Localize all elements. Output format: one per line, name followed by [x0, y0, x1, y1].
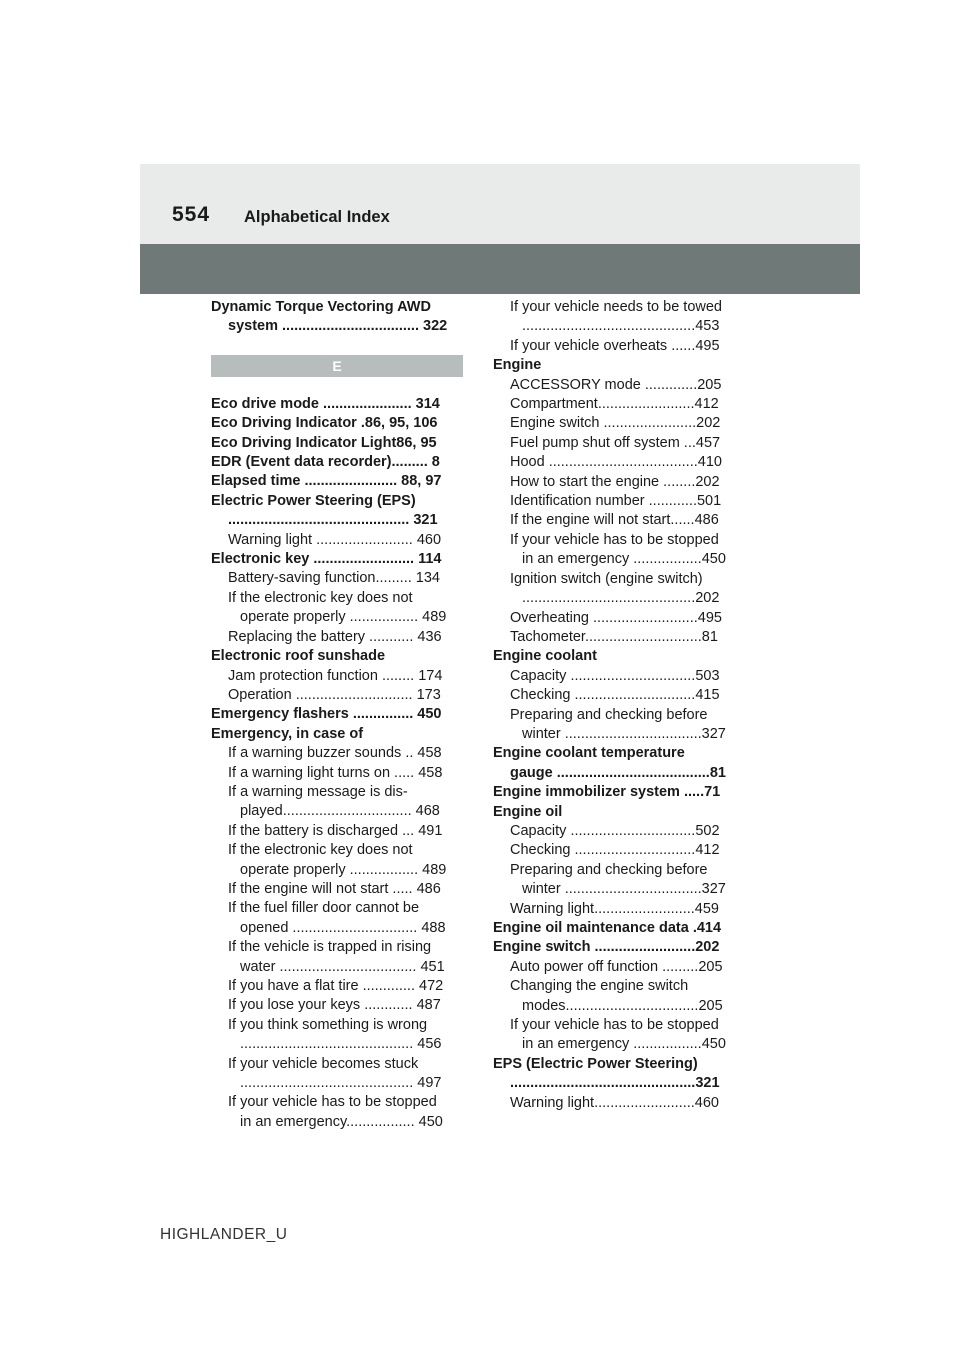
- index-subentry: If you have a flat tire ............. 472: [228, 978, 444, 994]
- index-subentry: If your vehicle has to be stopped: [510, 1017, 719, 1034]
- letter-e-entries: [211, 395, 463, 1132]
- index-subentry: If you lose your keys ............ 487: [228, 997, 441, 1014]
- pre-letter-entries: [211, 298, 463, 337]
- index-subentry: in an emergency .................450: [522, 1036, 726, 1053]
- index-subentry: in an emergency................. 450: [240, 1113, 443, 1130]
- index-subentry: ........................................... 497: [240, 1075, 442, 1092]
- index-entry: gauge ......................................81: [510, 764, 726, 781]
- header-dark-stripe: [140, 244, 860, 294]
- index-subentry: If your vehicle becomes stuck: [228, 1055, 419, 1072]
- right-entries: [493, 298, 745, 1113]
- index-subentry: If the electronic key does not: [228, 589, 413, 606]
- index-subentry: If the battery is discharged ... 491: [228, 822, 443, 839]
- index-subentry: ...........................................453: [522, 318, 720, 335]
- index-entry: Eco Driving Indicator .86, 95, 106: [211, 415, 438, 432]
- index-subentry: Auto power off function .........205: [510, 958, 723, 975]
- index-entry: Engine immobilizer system .....71: [493, 784, 721, 801]
- index-subentry: Preparing and checking before: [510, 706, 708, 723]
- index-subentry: operate properly ................. 489: [240, 861, 447, 878]
- index-subentry: How to start the engine ........202: [510, 473, 720, 490]
- index-subentry: Warning light.........................459: [510, 900, 719, 917]
- index-entry: Engine oil: [493, 803, 563, 820]
- index-subentry: Checking ..............................415: [510, 687, 720, 704]
- index-entry: EPS (Electric Power Steering): [493, 1055, 698, 1072]
- index-subentry: If the engine will not start......486: [510, 512, 719, 529]
- index-subentry: Tachometer.............................81: [510, 628, 718, 645]
- index-subentry: If the vehicle is trapped in rising: [228, 939, 432, 956]
- index-subentry: If a warning buzzer sounds .. 458: [228, 745, 442, 762]
- index-subentry: If your vehicle overheats ......495: [510, 337, 720, 354]
- index-subentry: played................................ 468: [240, 803, 440, 820]
- index-entry: system .................................. 322: [228, 318, 448, 335]
- index-subentry: If your vehicle has to be stopped: [228, 1094, 437, 1111]
- footer-model: HIGHLANDER_U: [160, 1226, 288, 1243]
- index-subentry: opened ............................... 488: [240, 919, 446, 936]
- index-subentry: Compartment........................412: [510, 396, 719, 413]
- index-entry: Emergency, in case of: [211, 725, 364, 742]
- index-entry: Electronic key ......................... 114: [211, 551, 442, 568]
- index-subentry: If a warning message is dis-: [228, 783, 408, 800]
- index-subentry: Ignition switch (engine switch): [510, 570, 703, 587]
- index-subentry: If your vehicle has to be stopped: [510, 531, 719, 548]
- index-subentry: If the engine will not start ..... 486: [228, 880, 441, 897]
- index-subentry: water .................................. 451: [240, 958, 445, 975]
- index-subentry: Engine switch .......................202: [510, 415, 721, 432]
- index-subentry: ........................................... 456: [240, 1036, 442, 1053]
- index-entry: Eco drive mode ...................... 314: [211, 395, 440, 412]
- index-entry: Engine oil maintenance data .414: [493, 920, 722, 936]
- index-entry: Engine coolant: [493, 648, 597, 665]
- index-entry: Dynamic Torque Vectoring AWD: [211, 299, 431, 315]
- index-subentry: If your vehicle needs to be towed: [510, 299, 722, 315]
- index-subentry: Capacity ...............................503: [510, 667, 720, 684]
- index-subentry: Checking ..............................412: [510, 842, 720, 859]
- index-subentry: winter ..................................327: [522, 725, 726, 742]
- index-subentry: Warning light ........................ 460: [228, 531, 442, 548]
- index-subentry: Overheating ..........................495: [510, 609, 722, 626]
- index-entry: Emergency flashers ............... 450: [211, 706, 442, 723]
- index-subentry: ACCESSORY mode .............205: [510, 376, 722, 393]
- index-subentry: operate properly ................. 489: [240, 609, 447, 626]
- index-subentry: If a warning light turns on ..... 458: [228, 764, 443, 781]
- index-entry: Engine coolant temperature: [493, 745, 685, 762]
- section-title: Alphabetical Index: [244, 208, 390, 226]
- index-entry: ..............................................321: [510, 1075, 720, 1092]
- letter-heading-e: E: [211, 355, 463, 377]
- index-subentry: ...........................................202: [522, 590, 720, 607]
- index-entry: Engine switch .........................202: [493, 939, 720, 956]
- index-subentry: Hood .....................................410: [510, 454, 722, 471]
- page-number: 554: [172, 203, 211, 226]
- index-entry: Electronic roof sunshade: [211, 648, 386, 665]
- index-subentry: Changing the engine switch: [510, 978, 689, 995]
- index-subentry: modes.................................205: [522, 997, 723, 1014]
- index-column-left: [211, 298, 463, 1132]
- index-subentry: Operation ............................. 173: [228, 686, 441, 703]
- index-subentry: Replacing the battery ........... 436: [228, 628, 442, 645]
- index-entry: Engine: [493, 357, 542, 374]
- index-subentry: Jam protection function ........ 174: [228, 667, 443, 684]
- index-entry: ............................................. 321: [228, 512, 438, 529]
- index-column-right: [493, 298, 745, 1113]
- index-subentry: If you think something is wrong: [228, 1016, 428, 1033]
- index-entry: Elapsed time ....................... 88, 97: [211, 473, 442, 490]
- index-subentry: in an emergency .................450: [522, 551, 726, 568]
- index-subentry: Preparing and checking before: [510, 861, 708, 878]
- index-entry: Electric Power Steering (EPS): [211, 492, 416, 509]
- index-subentry: Identification number ............501: [510, 493, 722, 510]
- index-subentry: Battery-saving function......... 134: [228, 570, 440, 587]
- index-subentry: winter ..................................327: [522, 881, 726, 898]
- index-subentry: If the electronic key does not: [228, 842, 413, 859]
- index-subentry: Fuel pump shut off system ...457: [510, 434, 721, 451]
- index-subentry: If the fuel filler door cannot be: [228, 900, 420, 917]
- index-entry: Eco Driving Indicator Light86, 95: [211, 434, 437, 451]
- index-entry: EDR (Event data recorder)......... 8: [211, 454, 440, 471]
- index-subentry: Capacity ...............................502: [510, 822, 720, 839]
- index-subentry: Warning light.........................460: [510, 1094, 719, 1111]
